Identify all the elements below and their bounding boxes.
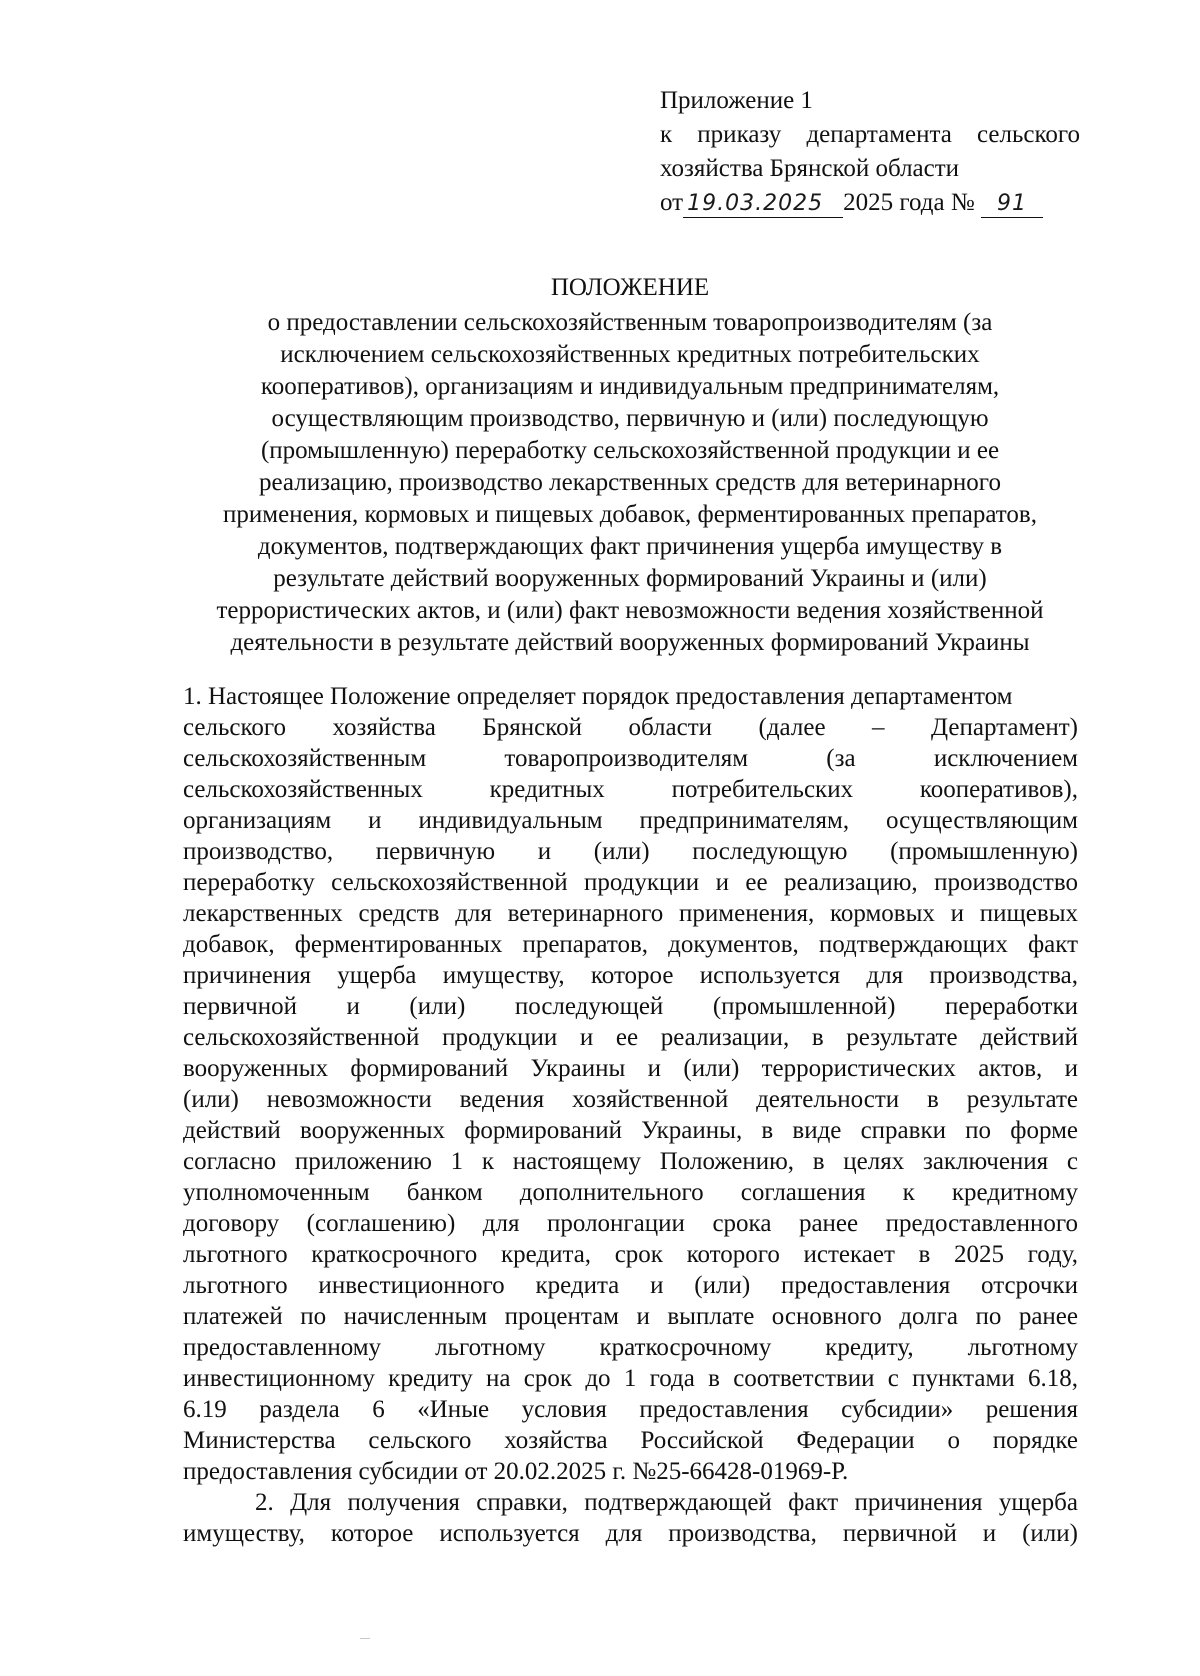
subject-line: о предоставлении сельскохозяйственным товаропроизводителям (за (267, 309, 993, 336)
paragraph-1-line: сельскохозяйственным товаропроизводителям (за исключением (183, 745, 1078, 772)
paragraph-1-line: сельскохозяйственных кредитных потребительских кооперативов), (183, 776, 1078, 803)
annex-from-prefix: от (660, 189, 684, 216)
paragraph-1-line: льготного краткосрочного кредита, срок которого истекает в 2025 году, (183, 1241, 1078, 1268)
document-subject (180, 307, 1080, 659)
paragraph-2 (183, 1487, 1078, 1549)
paragraph-2-line: 2. Для получения справки, подтверждающей факт причинения ущерба (255, 1489, 1078, 1516)
paragraph-1-line: договору (соглашению) для пролонгации срока ранее предоставленного (183, 1210, 1078, 1237)
handwritten-order-number: 91 (981, 191, 1043, 218)
annex-title: Приложение 1 (660, 87, 813, 114)
document-body (183, 681, 1078, 1549)
subject-line: кооперативов), организациям и индивидуальным предпринимателям, (260, 373, 1000, 400)
paragraph-1-line: добавок, ферментированных препаратов, документов, подтверждающих факт (183, 931, 1078, 958)
subject-line: реализацию, производство лекарственных средств для ветеринарного (259, 469, 1001, 496)
paragraph-1-line: первичной и (или) последующей (промышленной) переработки (183, 993, 1078, 1020)
paragraph-1-line: сельскохозяйственной продукции и ее реализации, в результате действий (183, 1024, 1078, 1051)
scan-artifact (360, 1638, 370, 1639)
paragraph-1-line: организациям и индивидуальным предпринимателям, осуществляющим (183, 807, 1078, 834)
paragraph-1-line: (или) невозможности ведения хозяйственной деятельности в результате (183, 1086, 1078, 1113)
annex-year-text: 2025 года № (843, 189, 975, 216)
annex-department-line: хозяйства Брянской области (660, 155, 960, 182)
paragraph-1-line: 1. Настоящее Положение определяет порядок предоставления департаментом (183, 683, 1013, 710)
document-title: ПОЛОЖЕНИЕ (550, 274, 710, 301)
paragraph-1-line: вооруженных формирований Украины и (или) террористических актов, и (183, 1055, 1078, 1082)
paragraph-1-line: 6.19 раздела 6 «Иные условия предоставления субсидии» решения (183, 1396, 1078, 1423)
annex-date-line (660, 186, 1080, 220)
subject-line: исключением сельскохозяйственных кредитных потребительских (280, 341, 980, 368)
annex-header (660, 84, 1080, 220)
paragraph-1-line: льготного инвестиционного кредита и (или) предоставления отсрочки (183, 1272, 1078, 1299)
paragraph-1-line: предоставленному льготному краткосрочному кредиту, льготному (183, 1334, 1078, 1361)
paragraph-1-line: переработку сельскохозяйственной продукции и ее реализацию, производство (183, 869, 1078, 896)
annex-order-line: к приказу департамента сельского (660, 121, 1080, 148)
paragraph-1-line: действий вооруженных формирований Украины, в виде справки по форме (183, 1117, 1078, 1144)
paragraph-1-line: предоставления субсидии от 20.02.2025 г. №25-66428-01969-Р. (183, 1458, 849, 1485)
paragraph-1-line: Министерства сельского хозяйства Российской Федерации о порядке (183, 1427, 1078, 1454)
paragraph-1-line: причинения ущерба имуществу, которое используется для производства, (183, 962, 1078, 989)
paragraph-1-line: платежей по начисленным процентам и выплате основного долга по ранее (183, 1303, 1078, 1330)
subject-line: документов, подтверждающих факт причинения ущерба имуществу в (257, 533, 1003, 560)
subject-line: результате действий вооруженных формирований Украины и (или) (273, 565, 987, 592)
paragraph-2-line: имуществу, которое используется для производства, первичной и (или) (183, 1520, 1078, 1547)
paragraph-1-line: лекарственных средств для ветеринарного применения, кормовых и пищевых (183, 900, 1078, 927)
subject-line: осуществляющим производство, первичную и (или) последующую (271, 405, 989, 432)
subject-line: деятельности в результате действий вооруженных формирований Украины (230, 629, 1030, 656)
paragraph-1-line: сельского хозяйства Брянской области (далее – Департамент) (183, 714, 1078, 741)
handwritten-date: 19.03.2025 (683, 191, 843, 218)
paragraph-1-line: уполномоченным банком дополнительного соглашения к кредитному (183, 1179, 1078, 1206)
paragraph-1 (183, 681, 1078, 1487)
paragraph-1-line: согласно приложению 1 к настоящему Положению, в целях заключения с (183, 1148, 1078, 1175)
subject-line: применения, кормовых и пищевых добавок, ферментированных препаратов, (223, 501, 1037, 528)
paragraph-1-line: инвестиционному кредиту на срок до 1 года в соответствии с пунктами 6.18, (183, 1365, 1078, 1392)
subject-line: (промышленную) переработку сельскохозяйственной продукции и ее (260, 437, 1000, 464)
subject-line: террористических актов, и (или) факт невозможности ведения хозяйственной (216, 597, 1044, 624)
paragraph-1-line: производство, первичную и (или) последующую (промышленную) (183, 838, 1078, 865)
